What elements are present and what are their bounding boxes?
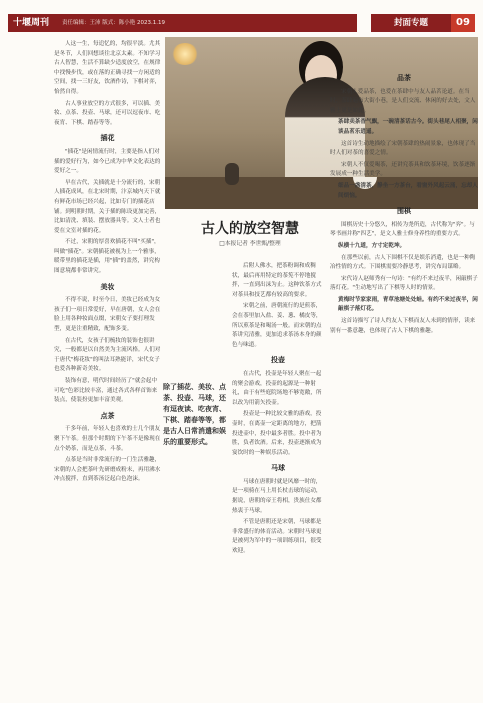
paragraph: 宋朝人爱品茶，也爱在茶肆中与友人品茗论道。在当时，茶肆遍布大街小巷，是人们交流、休闲的好去处，文人雅士更是如此。 xyxy=(330,88,476,114)
paragraph: 宋代诗人赵师秀有一句诗："有约不来过夜半，闲敲棋子落灯花。"生动地写出了下棋等人时的情景。 xyxy=(330,275,478,292)
subheading-go: 围棋 xyxy=(397,207,411,216)
paragraph: 宋朝之前，唐朝流行的是煎茶，会在茶里加入盐、姜、葱、橘皮等，所以煎茶是和喝汤一般。而宋朝的点茶讲究清雅，更加追求茶汤本身的颜色与味道。 xyxy=(232,303,322,348)
subheading-makeup: 美妆 xyxy=(100,282,115,291)
subheading-polo: 马球 xyxy=(271,464,285,473)
paragraph: 后附人佛水，把茶粉调和成稠状，最后再用特定的茶筅不停地搅拌，一直到出沫为止。这种饮茶方式对茶具和技艺都有较高的要求。 xyxy=(232,263,322,298)
page-number: 09 xyxy=(451,14,475,32)
poem: 茶肆卖茶香气飘，一碗清茶话古今。街头巷尾人相聚，闲谈品茗乐逍遥。 xyxy=(338,119,478,135)
paragraph: 早在古代，关插就是十分流行的，宋朝人插花成风，在北宋时期，汴京城内天下就有鲜花市场已经兴起，比如专门的插花店铺。到明朝时期，关于插的陈设更加完善，比如清洗、填装、摆放器具等。文人士者也爱在文室对插的花。 xyxy=(54,179,161,234)
poem: 黄梅时节家家雨，青草池塘处处蛙。有约不来过夜半，闲敲棋子落灯花。 xyxy=(338,296,478,313)
subheading-pitch-pot: 投壶 xyxy=(271,356,285,365)
paragraph: 在古代，投壶是年轻人聚在一起的聚会游戏，投壶的起源是一种射礼，由于有些庭院场地不够宽敞，所以改为用箭矢投壶。 xyxy=(232,370,322,406)
article-title: 古人的放空智慧 xyxy=(201,221,299,237)
subheading-tea-tasting: 品茶 xyxy=(397,74,411,82)
vase-shape xyxy=(225,163,239,185)
newspaper-logo: 十堰周刊 xyxy=(8,14,54,32)
subheading-tea: 点茶 xyxy=(100,411,115,420)
paragraph: 不过，宋朝的厚喜欢插花不叫"买插"，叫做"插花"。宋朝插花被视为上一个雅事，暖带里的插花是插，用"插"的盖然，讲究构图意境都非常讲究。 xyxy=(54,239,160,275)
paragraph: 宋朝人不仅爱喝茶，还讲究茶具和饮茶环境，饮茶逐渐发展成一种生活美学。 xyxy=(330,161,476,178)
poem: 细品一盏清茶，静坐一方茶台，看窗外风起云涌，忘却人间烦恼。 xyxy=(338,182,478,199)
lamp-shape xyxy=(171,43,199,65)
column-3 xyxy=(330,68,478,696)
column-2 xyxy=(232,262,324,696)
page-header xyxy=(8,14,475,32)
intro-paragraph: 人这一生，每追忆的，均很平淡。尤其是冬节，人们回想谈往北京太素。不知学习古人智慧，生活不算缺少适度放空，在规律中找慢步伐，或在落的正确寻找一方闲适的空间，找一三好友，饮酒作诗，下棋对弈，怡然自得。 xyxy=(54,41,161,95)
intro-paragraph-2: 古人事业放空的方式很多，可以插、美妆、点茶、投壶、马球，还可以逗夜市、吃夜宵、下棋、踏春等等。 xyxy=(54,100,161,126)
article-byline: □本报记者 李世甄/整理 xyxy=(219,241,281,247)
paragraph: 马球在唐朝时就是风靡一时的，是一项骑在马上用长杖击球的运动，据说，唐朝的帝王将相，贵族仕女都热衷于马球。 xyxy=(232,478,322,514)
paragraph: 围棋历史十分悠久，相传为尧所造，古代称为"弈"。与琴书画并称"四艺"，是文人雅士修身养性的重要方式。 xyxy=(330,221,475,238)
paragraph: 不管是唐朝还是宋朝，马球都是非常盛行的体育活动。宋朝时马球更是被列为军中的一项训练项目，很受欢迎。 xyxy=(232,519,322,555)
pull-quote: 除了插花、美妆、点茶、投壶、马球，还有逗夜读、吃夜宵、下棋、踏春等等，都是古人日常消遣和娱乐的重要形式。 xyxy=(163,383,226,446)
paragraph: 点茶是当时非常流行的一门生活雅趣，宋朝的人会把茶叶先研磨成粉末，再用沸水冲点搅拌，直到茶汤泛起白色泡沫。 xyxy=(54,457,161,483)
column-1 xyxy=(54,40,161,696)
paragraph: 千多年前，年轻人也喜欢的士几个朋友聚下午茶。但那个时期的下午茶不是像现在点个奶茶，而是点茶，斗茶。 xyxy=(54,426,161,452)
paragraph: 这首诗描写了诗人约友人下棋而友人未到的情形，读来别有一番意趣，也体现了古人下棋的雅趣。 xyxy=(330,318,476,334)
paragraph: "插花"是闲情流行时，主要是指人们对插的爱好行为，如今已成为中华文化表达的爱好之一。 xyxy=(54,148,161,175)
paragraph: 投壶是一种比较文雅的游戏，投壶时，在离壶一定距离的地方，把箭投进壶中，投中最多者胜。投中者为胜，负者饮酒。后来，投壶逐渐成为宴饮时的一种娱乐活动。 xyxy=(232,411,322,456)
subheading-flower: 插花 xyxy=(100,134,115,143)
paragraph: 在那些以前，古人下围棋不仅是娱乐消遣，也是一种陶冶性情的方式。下围棋需要冷静思考，讲究布局谋略。 xyxy=(330,254,476,271)
editor-credits: 责任编辑：王沛 版式：陈小艳 2023.1.19 xyxy=(62,20,165,26)
paragraph: 不得不说，时至今日，美妆已经成为女孩子们一项日常爱好，早在唐朝，女人会在脸上用各种妆面点缀，宋朝女子要打理发型，更是注重精致，配饰多变。 xyxy=(54,297,161,333)
paragraph: 这首诗生动地描绘了宋朝茶肆的热闹景象，也体现了当时人们对茶的喜爱之情。 xyxy=(330,140,476,157)
poem: 纵横十九道，方寸定乾坤。 xyxy=(338,242,406,249)
paragraph: 装饰有意，明代时间经历了"就会起中可吃"色彩比较丰富，通过各式各样首饰来装点，使装扮更加丰富美观。 xyxy=(54,378,158,404)
paragraph: 在古代，女孩子们梳妆的装饰也很讲究，一般都是以自然美为主流风格。人们对于唐代"梅花妆"的叫法耳熟能详，宋代女子也爱各种新奇美妆。 xyxy=(54,337,161,373)
section-title: 封面专题 xyxy=(371,14,451,32)
